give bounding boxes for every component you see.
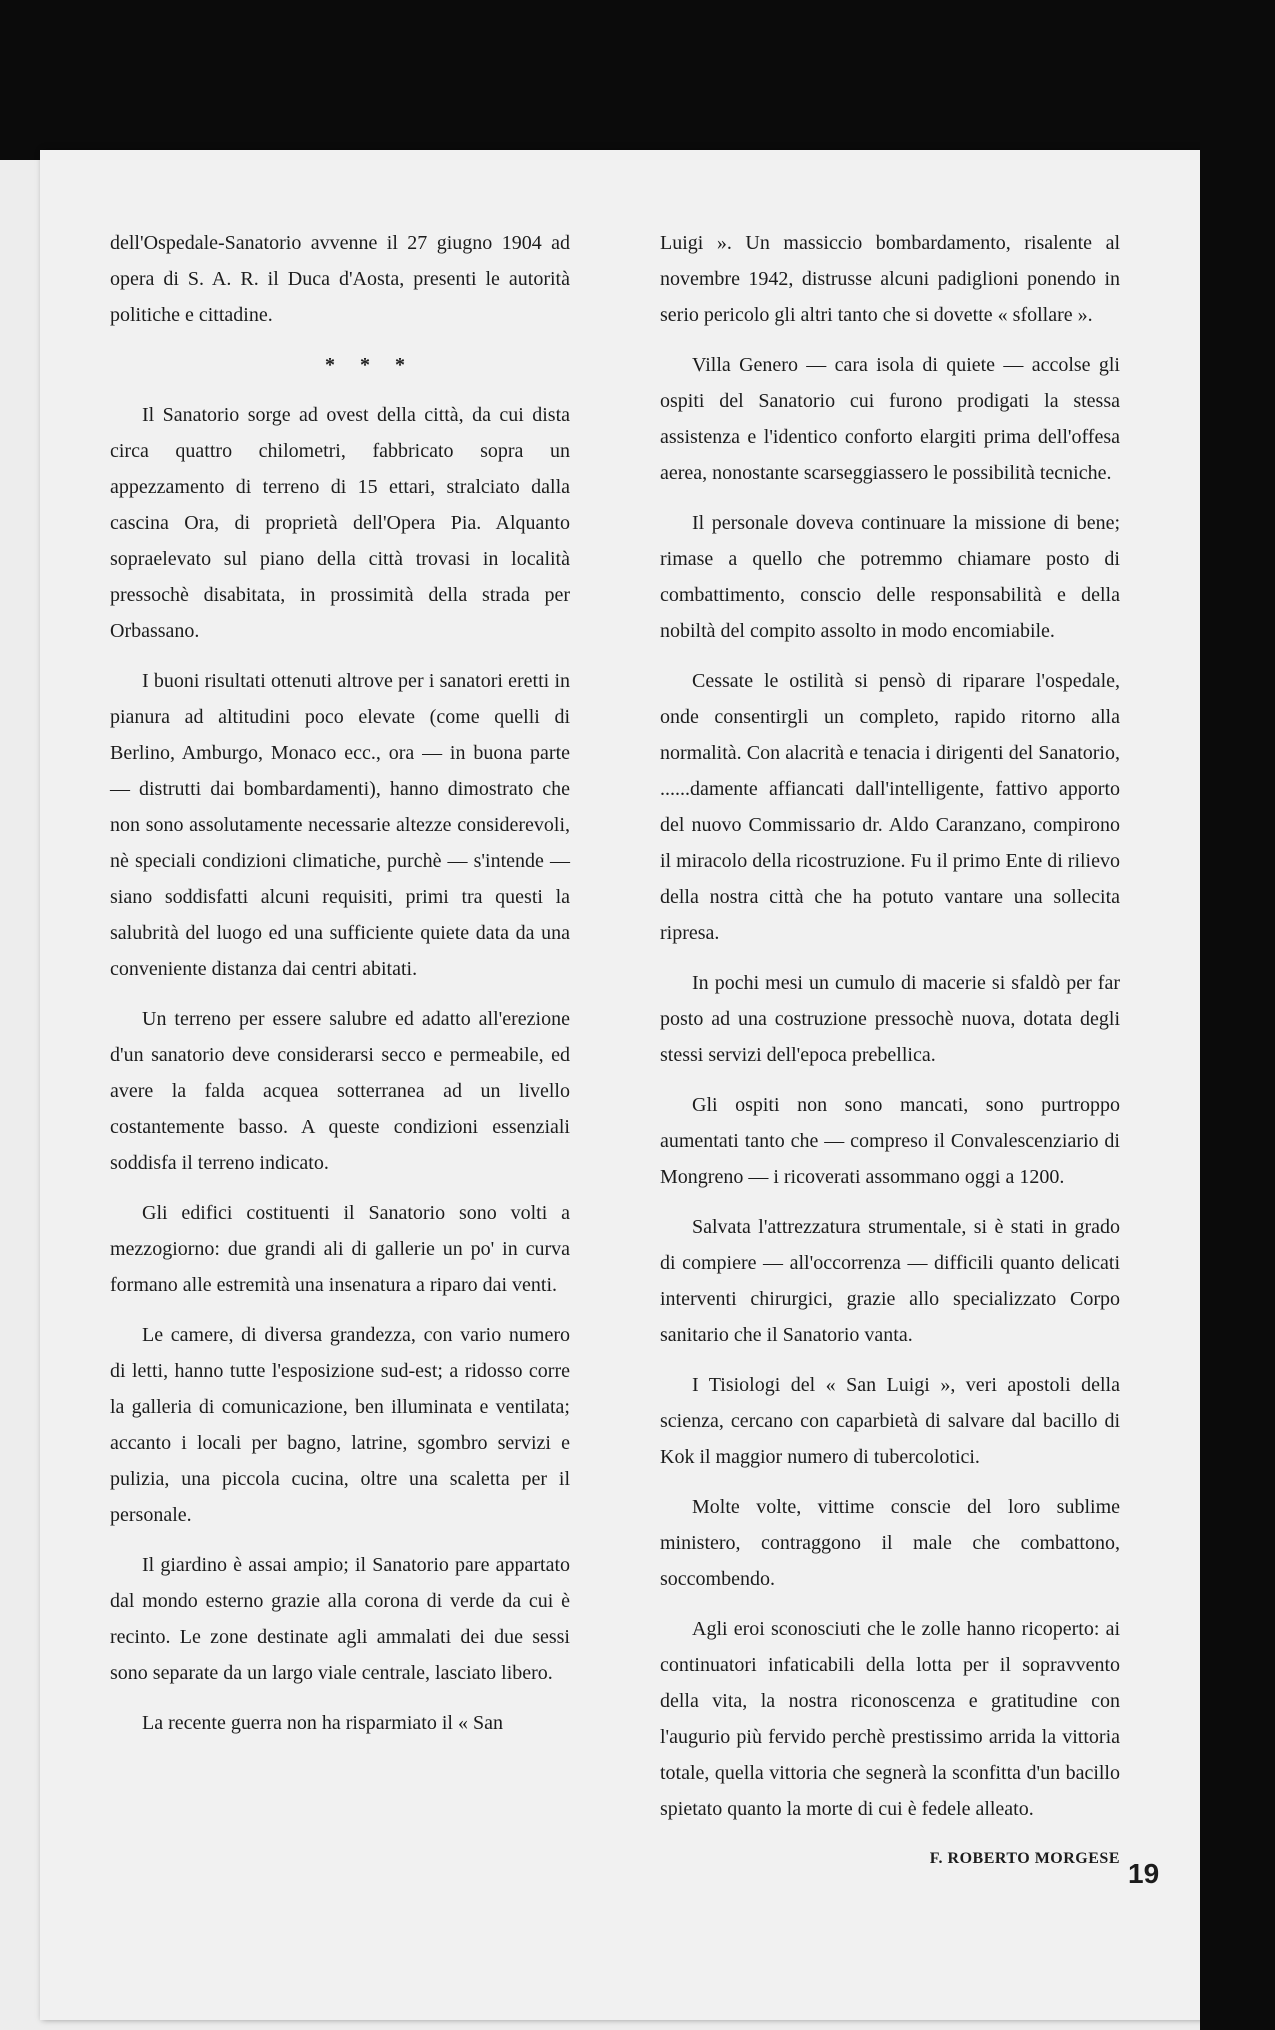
paragraph: Gli ospiti non sono mancati, sono purtroppo aumentati tanto che — compreso il Convalescenziario di Mongreno — i ricoverati assommano oggi a 1200. [660, 1094, 1120, 1188]
paragraph: Luigi ». Un massiccio bombardamento, risalente al novembre 1942, distrusse alcuni padiglioni ponendo in serio pericolo gli altri tanto che si dovette « sfollare ». [660, 232, 1120, 326]
paragraph: I Tisiologi del « San Luigi », veri apostoli della scienza, cercano con caparbietà di salvare dal bacillo di Kok il maggior numero di tubercolotici. [660, 1374, 1120, 1468]
paragraph: I buoni risultati ottenuti altrove per i sanatori eretti in pianura ad altitudini poco elevate (come quelli di Berlino, Amburgo, Monaco ecc., ora — in buona parte — distrutti dai bombardamenti), hanno dimostrato che non sono assolutamente necessarie altezze considerevoli, nè speciali condizioni climatiche, purchè — s'intende — siano soddisfatti alcuni requisiti, primi tra questi la salubrità del luogo ed una sufficiente quiete data da una conveniente distanza dai centri abitati. [110, 670, 570, 980]
scan-border-top [0, 0, 1275, 160]
paragraph: Cessate le ostilità si pensò di riparare l'ospedale, onde consentirgli un completo, rapido ritorno alla normalità. Con alacrità e tenacia i dirigenti del Sanatorio, ......damente affiancati dall'intelligente, fattivo apporto del nuovo Commissario dr. Aldo Caranzano, compirono il miracolo della ricostruzione. Fu il primo Ente di rilievo della nostra città che ha potuto vantare una sollecita ripresa. [660, 670, 1120, 944]
page-number: 19 [1128, 1858, 1160, 1889]
left-column [110, 225, 570, 1755]
right-column [660, 225, 1120, 1877]
scan-border-right [1200, 0, 1275, 2030]
paragraph: Il Sanatorio sorge ad ovest della città, da cui dista circa quattro chilometri, fabbricato sopra un appezzamento di terreno di 15 ettari, stralciato dalla cascina Ora, di proprietà dell'Opera Pia. Alquanto sopraelevato sul piano della città trovasi in località pressochè disabitata, in prossimità della strada per Orbassano. [110, 404, 570, 642]
author-signature: F. ROBERTO MORGESE [929, 1850, 1120, 1867]
paragraph: In pochi mesi un cumulo di macerie si sfaldò per far posto ad una costruzione pressochè nuova, dotata degli stessi servizi dell'epoca prebellica. [660, 972, 1120, 1066]
paragraph: Molte volte, vittime conscie del loro sublime ministero, contraggono il male che combattono, soccombendo. [660, 1496, 1120, 1590]
section-separator: * * * [325, 354, 415, 376]
paragraph: Villa Genero — cara isola di quiete — accolse gli ospiti del Sanatorio cui furono prodigati la stessa assistenza e l'identico conforto elargiti prima dell'offesa aerea, nonostante scarseggiassero le possibilità tecniche. [660, 354, 1120, 484]
paragraph: Le camere, di diversa grandezza, con vario numero di letti, hanno tutte l'esposizione sud-est; a ridosso corre la galleria di comunicazione, ben illuminata e ventilata; accanto i locali per bagno, latrine, sgombro servizi e pulizia, una piccola cucina, oltre una scaletta per il personale. [110, 1324, 570, 1526]
paragraph: Il personale doveva continuare la missione di bene; rimase a quello che potremmo chiamare posto di combattimento, conscio delle responsabilità e della nobiltà del compito assolto in modo encomiabile. [660, 512, 1120, 642]
paragraph: La recente guerra non ha risparmiato il « San [142, 1712, 503, 1734]
paragraph: Agli eroi sconosciuti che le zolle hanno ricoperto: ai continuatori infaticabili della lotta per il sopravvento della vita, la nostra riconoscenza e gratitudine con l'augurio più fervido perchè prestissimo arrida la vittoria totale, quella vittoria che segnerà la sconfitta d'un bacillo spietato quanto la morte di cui è fedele alleato. [660, 1618, 1120, 1820]
paragraph: Il giardino è assai ampio; il Sanatorio pare appartato dal mondo esterno grazie alla corona di verde da cui è recinto. Le zone destinate agli ammalati dei due sessi sono separate da un largo viale centrale, lasciato libero. [110, 1554, 570, 1684]
paragraph: dell'Ospedale-Sanatorio avvenne il 27 giugno 1904 ad opera di S. A. R. il Duca d'Aosta, presenti le autorità politiche e cittadine. [110, 232, 570, 326]
paragraph: Gli edifici costituenti il Sanatorio sono volti a mezzogiorno: due grandi ali di gallerie un po' in curva formano alle estremità una insenatura a riparo dai venti. [110, 1202, 570, 1296]
paragraph: Salvata l'attrezzatura strumentale, si è stati in grado di compiere — all'occorrenza — difficili quanto delicati interventi chirurgici, grazie allo specializzato Corpo sanitario che il Sanatorio vanta. [660, 1216, 1120, 1346]
paragraph: Un terreno per essere salubre ed adatto all'erezione d'un sanatorio deve considerarsi secco e permeabile, ed avere la falda acquea sotterranea ad un livello costantemente basso. A queste condizioni essenziali soddisfa il terreno indicato. [110, 1008, 570, 1174]
